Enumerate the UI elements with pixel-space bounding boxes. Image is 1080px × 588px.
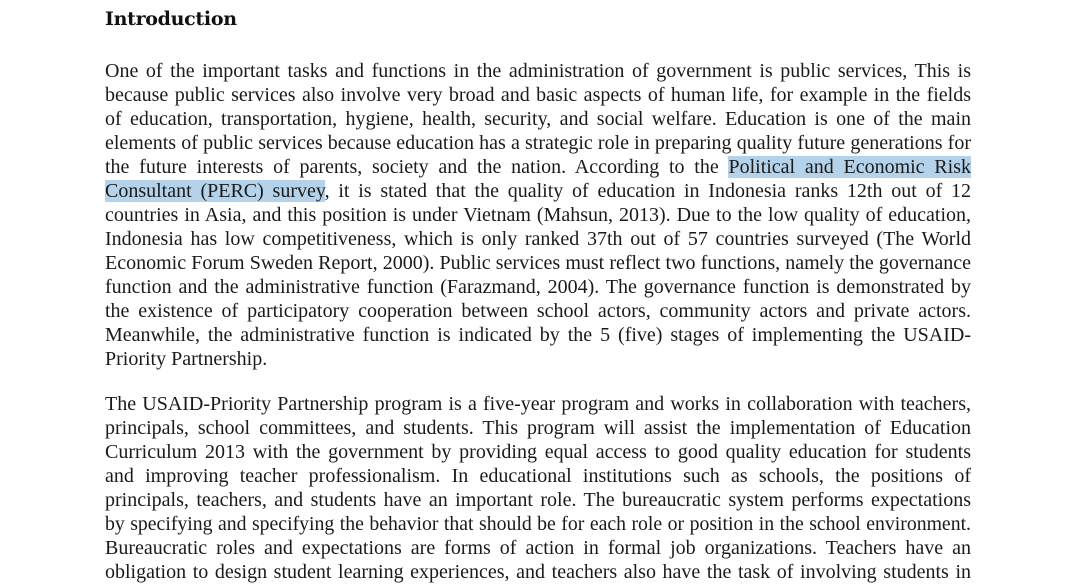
text-line: The USAID-Priority Partnership program is a five-year program and works in collaboration with teachers, (105, 393, 971, 415)
text-line: of education, transportation, hygiene, health, security, and social welfare. Education is one of the main (105, 108, 971, 130)
text-line: countries in Asia, and this position is under Vietnam (Mahsun, 2013). Due to the low quality of education, (105, 204, 971, 226)
text-line: principals, teachers, and students have an important role. The bureaucratic system performs expectations (105, 489, 971, 511)
text-line: Priority Partnership. (105, 348, 268, 370)
text-line: elements of public services because education has a strategic role in preparing quality future generations for (105, 132, 971, 154)
text-line: Meanwhile, the administrative function is indicated by the 5 (five) stages of implementing the USAID- (105, 324, 971, 346)
text-line (105, 155, 971, 179)
line-text: the future interests of parents, society and the nation. According to the (105, 156, 729, 178)
text-line: and improving teacher professionalism. In educational institutions such as schools, the positions of (105, 465, 971, 487)
text-line: Bureaucratic roles and expectations are forms of action in formal job organizations. Teachers have an (105, 537, 971, 559)
text-line: principals, school committees, and students. This program will assist the implementation of Education (105, 417, 971, 439)
highlighted-text[interactable]: Political and Economic Risk (728, 156, 971, 178)
text-line: Indonesia has low competitiveness, which is only ranked 37th out of 57 countries surveyed (The World (105, 228, 971, 250)
highlighted-text[interactable]: Consultant (PERC) survey (105, 180, 325, 202)
text-line (105, 179, 971, 203)
text-line: One of the important tasks and functions in the administration of government is public services, This is (105, 60, 971, 82)
line-text: , it is stated that the quality of education in Indonesia ranks 12th out of 12 (324, 180, 972, 202)
text-line: Curriculum 2013 with the government by providing equal access to good quality education for students (105, 441, 971, 463)
text-line: Economic Forum Sweden Report, 2000). Public services must reflect two functions, namely the governance (105, 252, 971, 274)
text-line: because public services also involve very broad and basic aspects of human life, for example in the fields (105, 84, 971, 106)
text-line: by specifying and specifying the behavior that should be for each role or position in the school environment. (105, 513, 971, 535)
text-line: the existence of participatory cooperation between school actors, community actors and private actors. (105, 300, 971, 322)
text-line: obligation to design student learning experiences, and teachers also have the task of involving students in (105, 561, 971, 583)
text-line: function and the administrative function (Farazmand, 2004). The governance function is demonstrated by (105, 276, 971, 298)
section-heading: Introduction (105, 8, 237, 30)
